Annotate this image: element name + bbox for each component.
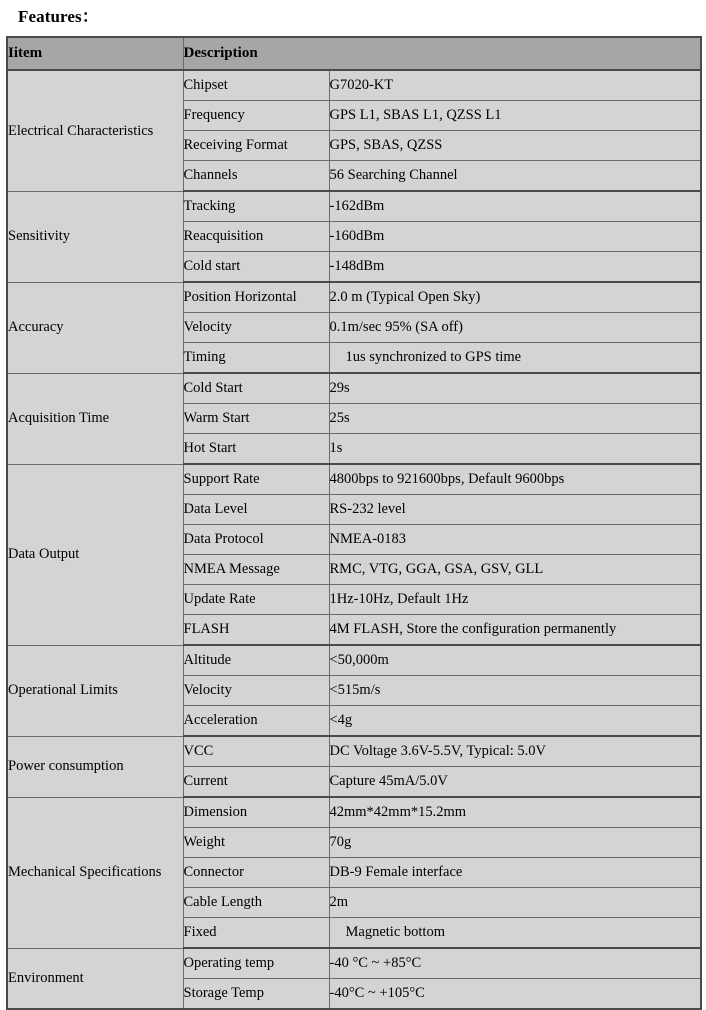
value-cell: 0.1m/sec 95% (SA off): [329, 313, 701, 343]
value-cell: RS-232 level: [329, 495, 701, 525]
table-row: [7, 191, 701, 222]
value-cell: GPS, SBAS, QZSS: [329, 131, 701, 161]
parameter-cell: Frequency: [183, 101, 329, 131]
column-header-item: Iitem: [7, 37, 183, 70]
parameter-cell: VCC: [183, 736, 329, 767]
value-cell: -148dBm: [329, 252, 701, 283]
parameter-cell: NMEA Message: [183, 555, 329, 585]
parameter-cell: Velocity: [183, 313, 329, 343]
value-cell: 1s: [329, 434, 701, 465]
value-cell: <50,000m: [329, 645, 701, 676]
value-cell: 42mm*42mm*15.2mm: [329, 797, 701, 828]
parameter-cell: Dimension: [183, 797, 329, 828]
parameter-cell: Warm Start: [183, 404, 329, 434]
page-title: Features：: [18, 7, 99, 26]
parameter-cell: Cold Start: [183, 373, 329, 404]
table-row: [7, 645, 701, 676]
value-cell: -162dBm: [329, 191, 701, 222]
parameter-cell: Fixed: [183, 918, 329, 949]
parameter-cell: Cold start: [183, 252, 329, 283]
table-row: [7, 70, 701, 101]
value-cell: -40 °C ~ +85°C: [329, 948, 701, 979]
parameter-cell: Receiving Format: [183, 131, 329, 161]
value-cell: 2.0 m (Typical Open Sky): [329, 282, 701, 313]
value-cell: 4M FLASH, Store the configuration permanently: [329, 615, 701, 646]
table-header-row: [7, 37, 701, 70]
parameter-cell: Velocity: [183, 676, 329, 706]
parameter-cell: Hot Start: [183, 434, 329, 465]
value-cell: G7020-KT: [329, 70, 701, 101]
table-row: [7, 464, 701, 495]
specification-table: [6, 36, 702, 1010]
column-header-description: Description: [183, 37, 701, 70]
value-cell: DC Voltage 3.6V-5.5V, Typical: 5.0V: [329, 736, 701, 767]
table-row: [7, 373, 701, 404]
value-cell: DB-9 Female interface: [329, 858, 701, 888]
specification-table-container: [6, 36, 700, 1010]
parameter-cell: Chipset: [183, 70, 329, 101]
value-cell: 56 Searching Channel: [329, 161, 701, 192]
group-label-cell: Data Output: [7, 464, 183, 645]
table-row: [7, 736, 701, 767]
parameter-cell: Weight: [183, 828, 329, 858]
value-cell: Magnetic bottom: [329, 918, 701, 949]
group-label-cell: Acquisition Time: [7, 373, 183, 464]
value-cell: 25s: [329, 404, 701, 434]
group-label-cell: Operational Limits: [7, 645, 183, 736]
value-cell: 1Hz-10Hz, Default 1Hz: [329, 585, 701, 615]
table-header: [7, 37, 701, 70]
parameter-cell: Tracking: [183, 191, 329, 222]
value-cell: <4g: [329, 706, 701, 737]
table-body: [7, 70, 701, 1009]
value-cell: 4800bps to 921600bps, Default 9600bps: [329, 464, 701, 495]
parameter-cell: Data Level: [183, 495, 329, 525]
group-label-cell: Mechanical Specifications: [7, 797, 183, 948]
parameter-cell: Update Rate: [183, 585, 329, 615]
parameter-cell: Position Horizontal: [183, 282, 329, 313]
table-row: [7, 282, 701, 313]
group-label-cell: Accuracy: [7, 282, 183, 373]
parameter-cell: Operating temp: [183, 948, 329, 979]
value-cell: RMC, VTG, GGA, GSA, GSV, GLL: [329, 555, 701, 585]
parameter-cell: Support Rate: [183, 464, 329, 495]
value-cell: 29s: [329, 373, 701, 404]
parameter-cell: Reacquisition: [183, 222, 329, 252]
value-cell: 2m: [329, 888, 701, 918]
parameter-cell: Data Protocol: [183, 525, 329, 555]
group-label-cell: Sensitivity: [7, 191, 183, 282]
value-cell: 70g: [329, 828, 701, 858]
parameter-cell: Cable Length: [183, 888, 329, 918]
parameter-cell: Timing: [183, 343, 329, 374]
parameter-cell: Storage Temp: [183, 979, 329, 1010]
value-cell: Capture 45mA/5.0V: [329, 767, 701, 798]
value-cell: <515m/s: [329, 676, 701, 706]
value-cell: GPS L1, SBAS L1, QZSS L1: [329, 101, 701, 131]
value-cell: NMEA-0183: [329, 525, 701, 555]
parameter-cell: Acceleration: [183, 706, 329, 737]
group-label-cell: Environment: [7, 948, 183, 1009]
group-label-cell: Electrical Characteristics: [7, 70, 183, 191]
parameter-cell: Connector: [183, 858, 329, 888]
value-cell: 1us synchronized to GPS time: [329, 343, 701, 374]
parameter-cell: Current: [183, 767, 329, 798]
value-cell: -160dBm: [329, 222, 701, 252]
parameter-cell: FLASH: [183, 615, 329, 646]
parameter-cell: Channels: [183, 161, 329, 192]
value-cell: -40°C ~ +105°C: [329, 979, 701, 1010]
group-label-cell: Power consumption: [7, 736, 183, 797]
parameter-cell: Altitude: [183, 645, 329, 676]
table-row: [7, 797, 701, 828]
table-row: [7, 948, 701, 979]
